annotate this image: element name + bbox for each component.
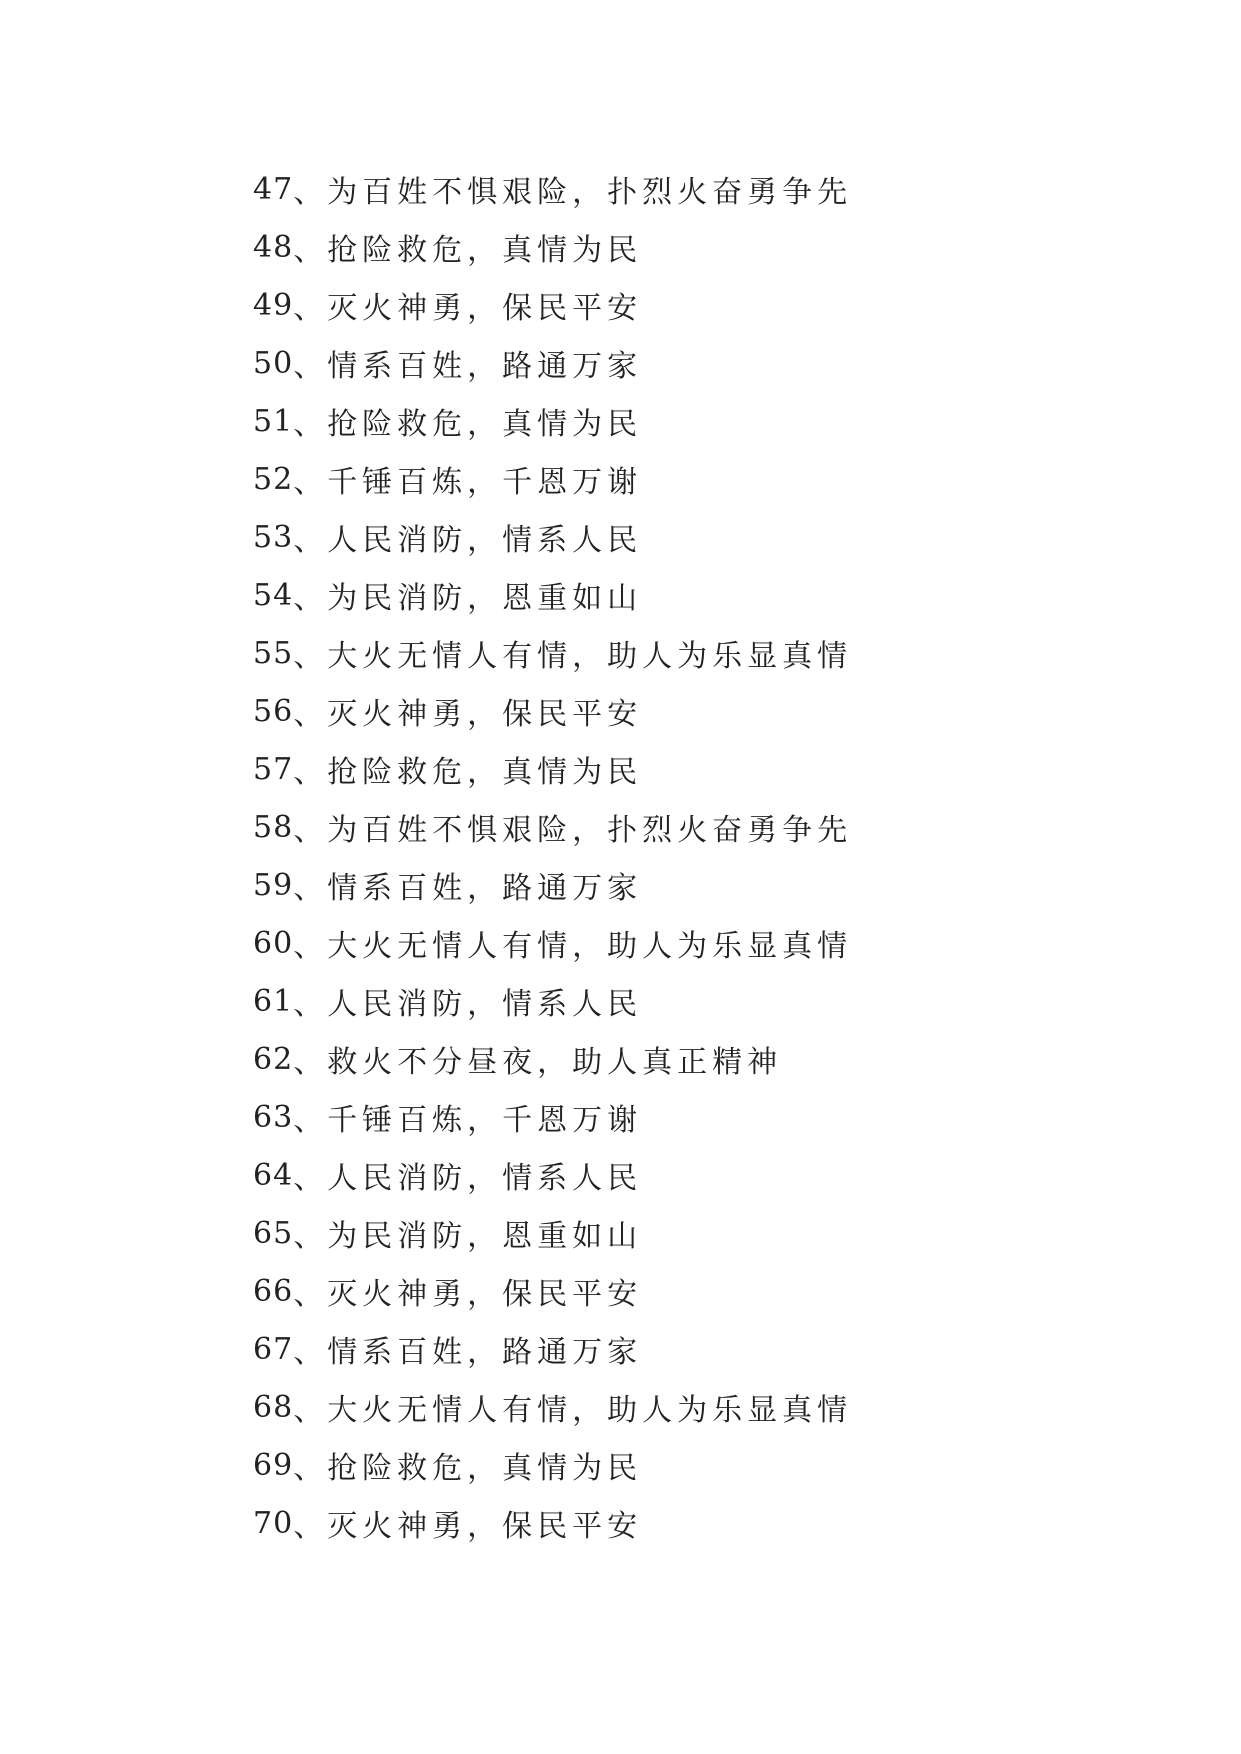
item-separator: 、 bbox=[293, 1103, 328, 1138]
item-text: 为民消防，恩重如山 bbox=[327, 581, 643, 616]
list-item bbox=[253, 1204, 852, 1262]
list-item bbox=[253, 682, 852, 740]
item-separator: 、 bbox=[293, 987, 328, 1022]
item-separator: 、 bbox=[293, 1219, 328, 1254]
list-item bbox=[253, 856, 852, 914]
item-number: 66 bbox=[253, 1273, 294, 1309]
list-item bbox=[253, 1146, 852, 1204]
item-number: 51 bbox=[253, 403, 294, 439]
list-item bbox=[253, 1088, 852, 1146]
list-item bbox=[253, 218, 852, 276]
item-number: 67 bbox=[253, 1331, 294, 1367]
list-item bbox=[253, 972, 852, 1030]
item-text: 情系百姓，路通万家 bbox=[327, 1335, 643, 1370]
item-number: 56 bbox=[253, 693, 294, 729]
item-number: 63 bbox=[253, 1099, 294, 1135]
item-separator: 、 bbox=[293, 175, 328, 210]
item-text: 为百姓不惧艰险，扑烈火奋勇争先 bbox=[327, 813, 853, 848]
item-separator: 、 bbox=[293, 697, 328, 732]
item-text: 人民消防，情系人民 bbox=[327, 987, 643, 1022]
item-text: 抢险救危，真情为民 bbox=[327, 233, 643, 268]
item-number: 60 bbox=[253, 925, 294, 961]
item-text: 灭火神勇，保民平安 bbox=[327, 1277, 643, 1312]
item-text: 情系百姓，路通万家 bbox=[327, 871, 643, 906]
item-number: 64 bbox=[253, 1157, 294, 1193]
item-separator: 、 bbox=[293, 1161, 328, 1196]
item-text: 灭火神勇，保民平安 bbox=[327, 697, 643, 732]
item-separator: 、 bbox=[293, 1393, 328, 1428]
slogan-list bbox=[253, 160, 852, 1552]
item-separator: 、 bbox=[293, 929, 328, 964]
item-number: 61 bbox=[253, 983, 294, 1019]
item-number: 65 bbox=[253, 1215, 294, 1251]
item-separator: 、 bbox=[293, 1335, 328, 1370]
item-separator: 、 bbox=[293, 1451, 328, 1486]
item-separator: 、 bbox=[293, 639, 328, 674]
item-number: 70 bbox=[253, 1505, 294, 1541]
item-text: 抢险救危，真情为民 bbox=[327, 407, 643, 442]
item-number: 69 bbox=[253, 1447, 294, 1483]
item-number: 47 bbox=[253, 171, 294, 207]
item-text: 人民消防，情系人民 bbox=[327, 523, 643, 558]
item-separator: 、 bbox=[293, 407, 328, 442]
item-number: 49 bbox=[253, 287, 294, 323]
item-text: 千锤百炼，千恩万谢 bbox=[327, 465, 643, 500]
item-text: 大火无情人有情，助人为乐显真情 bbox=[327, 639, 853, 674]
list-item bbox=[253, 1030, 852, 1088]
item-number: 48 bbox=[253, 229, 294, 265]
list-item bbox=[253, 508, 852, 566]
list-item bbox=[253, 1320, 852, 1378]
item-number: 62 bbox=[253, 1041, 294, 1077]
item-text: 为民消防，恩重如山 bbox=[327, 1219, 643, 1254]
item-text: 抢险救危，真情为民 bbox=[327, 1451, 643, 1486]
item-text: 灭火神勇，保民平安 bbox=[327, 291, 643, 326]
item-text: 大火无情人有情，助人为乐显真情 bbox=[327, 1393, 853, 1428]
list-item bbox=[253, 450, 852, 508]
item-number: 55 bbox=[253, 635, 294, 671]
list-item bbox=[253, 624, 852, 682]
item-separator: 、 bbox=[293, 465, 328, 500]
list-item bbox=[253, 160, 852, 218]
item-number: 57 bbox=[253, 751, 294, 787]
item-text: 千锤百炼，千恩万谢 bbox=[327, 1103, 643, 1138]
item-separator: 、 bbox=[293, 581, 328, 616]
list-item bbox=[253, 914, 852, 972]
list-item bbox=[253, 566, 852, 624]
item-separator: 、 bbox=[293, 1277, 328, 1312]
item-text: 情系百姓，路通万家 bbox=[327, 349, 643, 384]
item-number: 53 bbox=[253, 519, 294, 555]
list-item bbox=[253, 1494, 852, 1552]
list-item bbox=[253, 1262, 852, 1320]
list-item bbox=[253, 392, 852, 450]
item-number: 50 bbox=[253, 345, 294, 381]
item-number: 58 bbox=[253, 809, 294, 845]
item-separator: 、 bbox=[293, 813, 328, 848]
list-item bbox=[253, 740, 852, 798]
item-text: 人民消防，情系人民 bbox=[327, 1161, 643, 1196]
list-item bbox=[253, 1436, 852, 1494]
item-number: 68 bbox=[253, 1389, 294, 1425]
item-number: 52 bbox=[253, 461, 294, 497]
item-separator: 、 bbox=[293, 755, 328, 790]
list-item bbox=[253, 798, 852, 856]
list-item bbox=[253, 1378, 852, 1436]
item-separator: 、 bbox=[293, 233, 328, 268]
item-separator: 、 bbox=[293, 1509, 328, 1544]
item-text: 为百姓不惧艰险，扑烈火奋勇争先 bbox=[327, 175, 853, 210]
item-text: 大火无情人有情，助人为乐显真情 bbox=[327, 929, 853, 964]
item-text: 抢险救危，真情为民 bbox=[327, 755, 643, 790]
item-separator: 、 bbox=[293, 871, 328, 906]
item-number: 59 bbox=[253, 867, 294, 903]
item-text: 灭火神勇，保民平安 bbox=[327, 1509, 643, 1544]
item-separator: 、 bbox=[293, 523, 328, 558]
item-separator: 、 bbox=[293, 1045, 328, 1080]
item-number: 54 bbox=[253, 577, 294, 613]
item-separator: 、 bbox=[293, 291, 328, 326]
list-item bbox=[253, 276, 852, 334]
list-item bbox=[253, 334, 852, 392]
item-separator: 、 bbox=[293, 349, 328, 384]
item-text: 救火不分昼夜，助人真正精神 bbox=[327, 1045, 783, 1080]
